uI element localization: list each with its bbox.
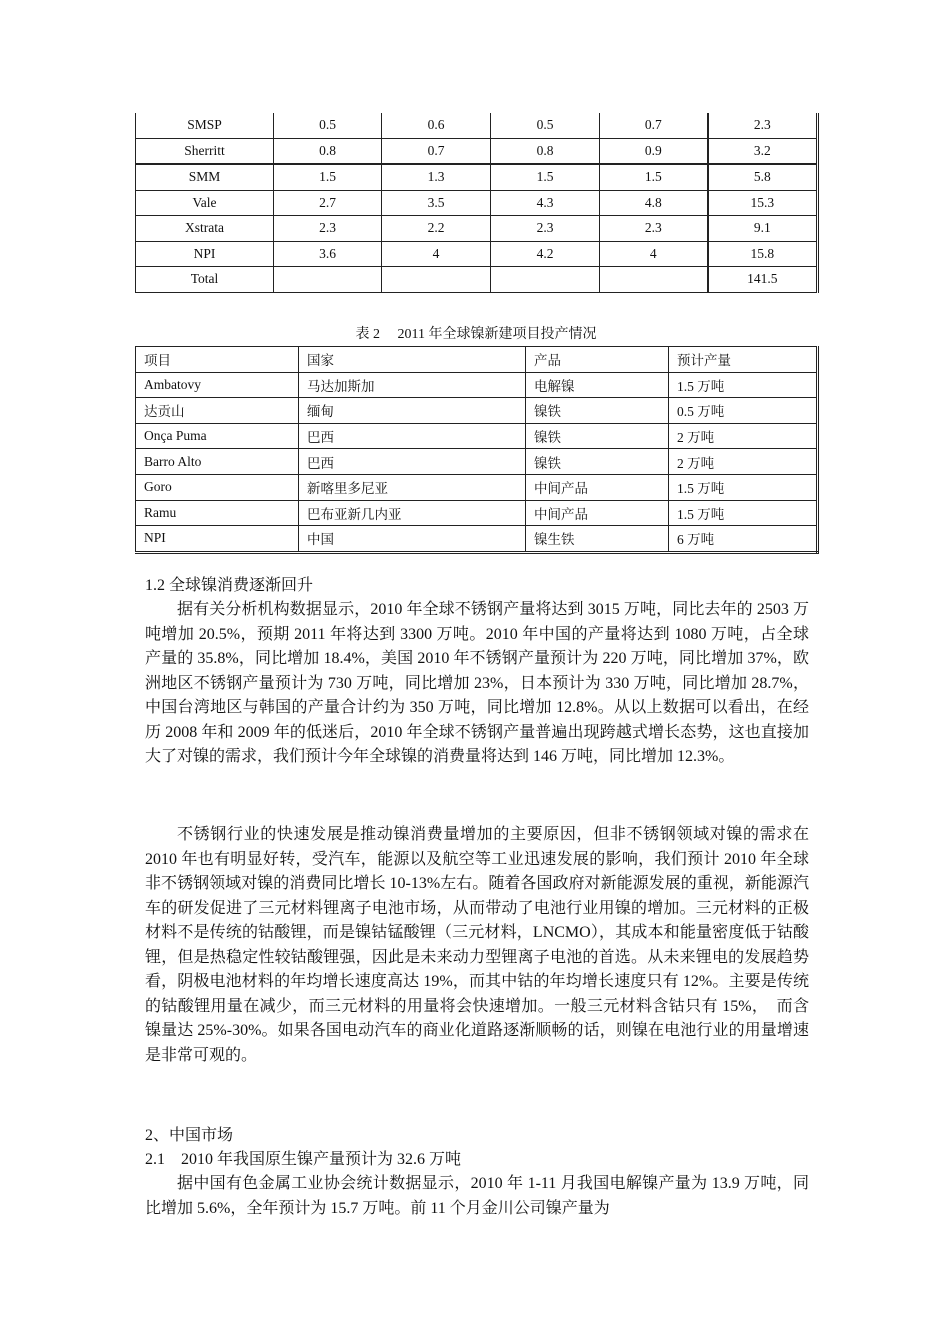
table-row	[136, 500, 818, 526]
value-cell: 2.3	[274, 216, 382, 242]
nickel-output-table	[135, 113, 819, 293]
value-cell: 3.6	[274, 241, 382, 267]
value-cell: 4.8	[600, 190, 708, 216]
table-cell: 巴西	[299, 449, 526, 475]
value-cell: 4	[382, 241, 491, 267]
value-cell: 4	[600, 241, 708, 267]
paragraph-china-production: 据中国有色金属工业协会统计数据显示，2010 年 1-11 月我国电解镍产量为 13.9 万吨，同比增加 5.6%，全年预计为 15.7 万吨。前 11 个月金川公司镍产量为	[145, 1175, 809, 1217]
table-cell: 巴西	[299, 423, 526, 449]
table-cell: 缅甸	[299, 398, 526, 424]
table-row	[136, 216, 818, 242]
table-header-row	[136, 347, 818, 373]
table-cell: 镍铁	[526, 449, 669, 475]
table-cell: Ambatovy	[136, 372, 299, 398]
table-cell: 1.5 万吨	[669, 474, 818, 500]
table-cell: 达贡山	[136, 398, 299, 424]
table-cell: 1.5 万吨	[669, 372, 818, 398]
value-cell: 2.3	[491, 216, 600, 242]
table-row	[136, 372, 818, 398]
table-cell: 马达加斯加	[299, 372, 526, 398]
table-row	[136, 474, 818, 500]
table-cell: Ramu	[136, 500, 299, 526]
value-cell: 1.5	[491, 164, 600, 190]
value-cell: 3.2	[708, 138, 818, 164]
value-cell: 9.1	[708, 216, 818, 242]
table-cell: Goro	[136, 474, 299, 500]
column-header: 预计产量	[669, 347, 818, 373]
paragraph-non-stainless: 不锈钢行业的快速发展是推动镍消费量增加的主要原因，但非不锈钢领域对镍的需求在 2010 年也有明显好转，受汽车，能源以及航空等工业迅速发展的影响，我们预计 2010 年全球非不锈钢领域对镍的消费同比增长 10-13%左右。随着各国政府对新能源发展的重视，新能源汽车的研发促进了三元材料锂离子电池市场，从而带动了电池行业用镍的增加。三元材料的正极材料不是传统的钴酸锂，而是镍钴锰酸锂（三元材料，LNCMO），其成本和能量密度低于钴酸锂，但是热稳定性较钴酸锂强，因此是未来动力型锂离子电池的首选。从未来锂电的发展趋势看，阴极电池材料的年均增长速度高达 19%，而其中钴的年均增长速度只有 12%。主要是传统的钴酸锂用量在减少，而三元材料的用量将会快速增加。一般三元材料含钴只有 15%， 而含镍量达 25%-30%。如果各国电动汽车的商业化道路逐渐顺畅的话，则镍在电池行业的用量增速是非常可观的。	[145, 826, 809, 1064]
company-cell: Total	[136, 267, 274, 293]
company-cell: Vale	[136, 190, 274, 216]
table-cell: 巴布亚新几内亚	[299, 500, 526, 526]
table-cell: 1.5 万吨	[669, 500, 818, 526]
table-row	[136, 449, 818, 475]
value-cell: 2.3	[600, 216, 708, 242]
value-cell	[382, 267, 491, 293]
value-cell: 0.5	[491, 113, 600, 138]
value-cell: 15.3	[708, 190, 818, 216]
value-cell: 0.9	[600, 138, 708, 164]
table-cell: 新喀里多尼亚	[299, 474, 526, 500]
table-row	[136, 113, 818, 138]
table-cell: 镍铁	[526, 423, 669, 449]
table-cell: 6 万吨	[669, 526, 818, 553]
table-row	[136, 526, 818, 553]
section-1-2-heading: 1.2 全球镍消费逐渐回升	[145, 577, 314, 594]
table-cell: 中间产品	[526, 474, 669, 500]
value-cell: 1.3	[382, 164, 491, 190]
value-cell	[491, 267, 600, 293]
column-header: 国家	[299, 347, 526, 373]
value-cell: 0.8	[274, 138, 382, 164]
company-cell: SMM	[136, 164, 274, 190]
table-cell: 2 万吨	[669, 423, 818, 449]
company-cell: SMSP	[136, 113, 274, 138]
value-cell: 5.8	[708, 164, 818, 190]
value-cell: 2.2	[382, 216, 491, 242]
column-header: 产品	[526, 347, 669, 373]
value-cell: 3.5	[382, 190, 491, 216]
table-row	[136, 138, 818, 164]
table-row	[136, 164, 818, 190]
table-row	[136, 423, 818, 449]
value-cell: 4.2	[491, 241, 600, 267]
table-cell: 2 万吨	[669, 449, 818, 475]
table-cell: Barro Alto	[136, 449, 299, 475]
value-cell: 0.7	[600, 113, 708, 138]
table-cell: 中间产品	[526, 500, 669, 526]
table-row	[136, 190, 818, 216]
table-row	[136, 241, 818, 267]
table2-caption: 表 2 2011 年全球镍新建项目投产情况	[355, 327, 597, 342]
table-cell: 电解镍	[526, 372, 669, 398]
value-cell	[274, 267, 382, 293]
table-row	[136, 398, 818, 424]
company-cell: Sherritt	[136, 138, 274, 164]
column-header: 项目	[136, 347, 299, 373]
value-cell: 4.3	[491, 190, 600, 216]
value-cell: 0.8	[491, 138, 600, 164]
table-cell: Onça Puma	[136, 423, 299, 449]
value-cell: 15.8	[708, 241, 818, 267]
new-projects-table	[135, 346, 819, 554]
value-cell	[600, 267, 708, 293]
company-cell: Xstrata	[136, 216, 274, 242]
table-cell: 中国	[299, 526, 526, 553]
value-cell: 141.5	[708, 267, 818, 293]
value-cell: 1.5	[274, 164, 382, 190]
table-cell: 镍生铁	[526, 526, 669, 553]
value-cell: 0.7	[382, 138, 491, 164]
value-cell: 0.6	[382, 113, 491, 138]
section-2-heading: 2、中国市场	[145, 1127, 234, 1144]
paragraph-stainless-steel: 据有关分析机构数据显示，2010 年全球不锈钢产量将达到 3015 万吨，同比去年的 2503 万吨增加 20.5%，预期 2011 年将达到 3300 万吨。2010 年中国的产量将达到 1080 万吨，占全球产量的 35.8%，同比增加 18.4%，美国 2010 年不锈钢产量预计为 220 万吨，同比增加 37%，欧洲地区不锈钢产量预计为 730 万吨，同比增加 23%，日本预计为 330 万吨，同比增加 28.7%，中国台湾地区与韩国的产量合计约为 350 万吨，同比增加 12.8%。从以上数据可以看出，在经历 2008 年和 2009 年的低迷后，2010 年全球不锈钢产量普遍出现跨越式增长态势，这也直接加大了对镍的需求，我们预计今年全球镍的消费量将达到 146 万吨，同比增加 12.3%。	[145, 601, 809, 765]
section-2-1-heading: 2.1 2010 年我国原生镍产量预计为 32.6 万吨	[145, 1151, 462, 1168]
table-cell: 0.5 万吨	[669, 398, 818, 424]
value-cell: 1.5	[600, 164, 708, 190]
table-row	[136, 267, 818, 293]
company-cell: NPI	[136, 241, 274, 267]
table-cell: NPI	[136, 526, 299, 553]
value-cell: 2.3	[708, 113, 818, 138]
table-cell: 镍铁	[526, 398, 669, 424]
value-cell: 0.5	[274, 113, 382, 138]
value-cell: 2.7	[274, 190, 382, 216]
